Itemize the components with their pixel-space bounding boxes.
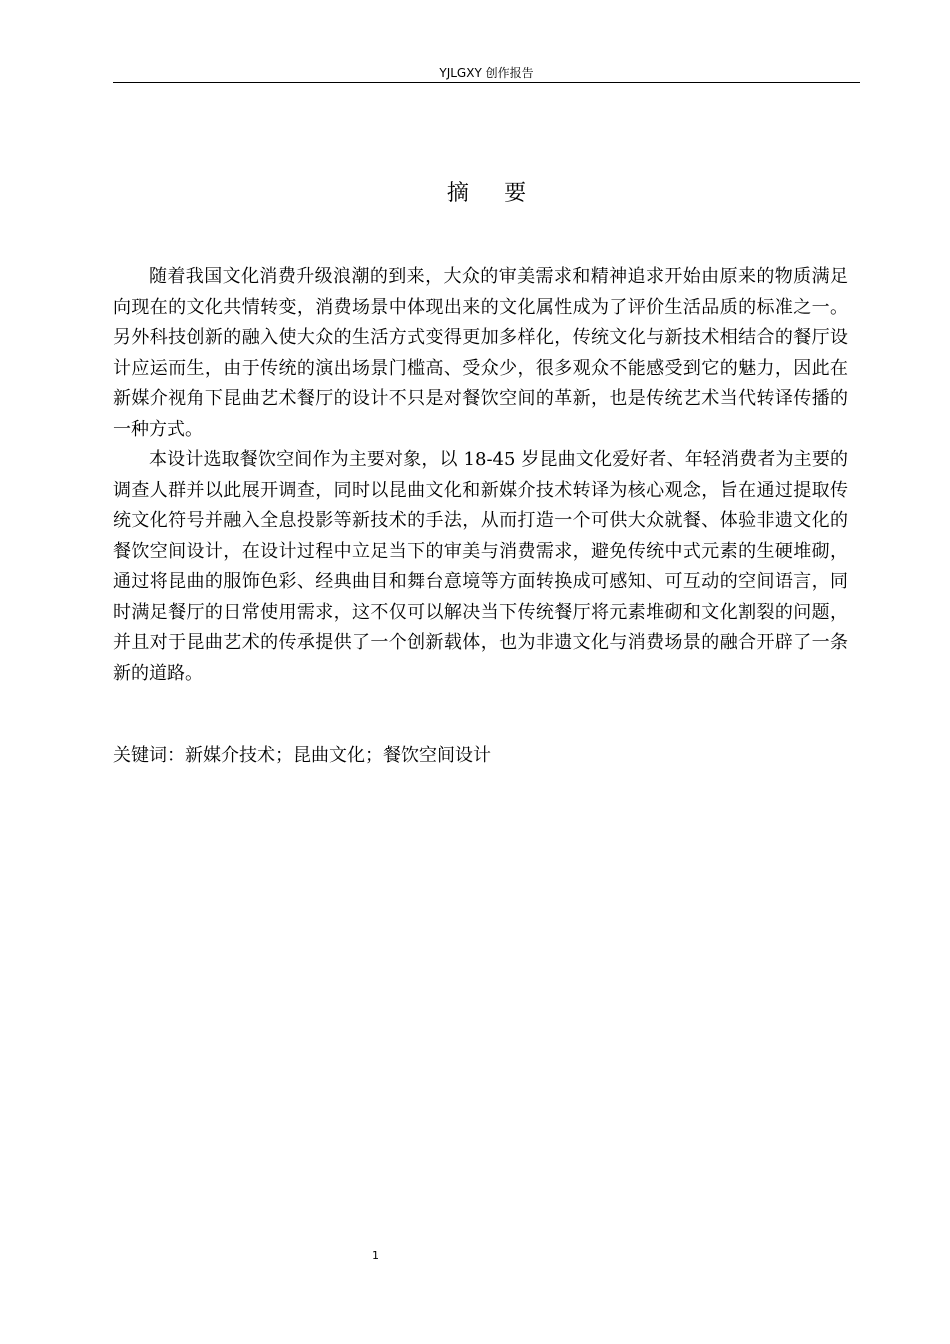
abstract-paragraph-2: 本设计选取餐饮空间作为主要对象，以 18-45 岁昆曲文化爱好者、年轻消费者为主要的调查人群并以此展开调查，同时以昆曲文化和新媒介技术转译为核心观念，旨在通过提取传统文化符号并融入全息投影等新技术的手法，从而打造一个可供大众就餐、体验非遗文化的餐饮空间设计，在设计过程中立足当下的审美与消费需求，避免传统中式元素的生硬堆砌，通过将昆曲的服饰色彩、经典曲目和舞台意境等方面转换成可感知、可互动的空间语言，同时满足餐厅的日常使用需求，这不仅可以解决当下传统餐厅将元素堆砌和文化割裂的问题，并且对于昆曲艺术的传承提供了一个创新载体，也为非遗文化与消费场景的融合开辟了一条新的道路。 xyxy=(113,449,848,684)
keywords-line xyxy=(113,741,848,771)
page-number: 1 xyxy=(372,1249,379,1262)
abstract-paragraph-1: 随着我国文化消费升级浪潮的到来，大众的审美需求和精神追求开始由原来的物质满足向现在的文化共情转变，消费场景中体现出来的文化属性成为了评价生活品质的标准之一。另外科技创新的融入使大众的生活方式变得更加多样化，传统文化与新技术相结合的餐厅设计应运而生，由于传统的演出场景门槛高、受众少，很多观众不能感受到它的魅力，因此在新媒介视角下昆曲艺术餐厅的设计不只是对餐饮空间的革新，也是传统艺术当代转译传播的一种方式。 xyxy=(113,266,848,440)
page-header xyxy=(113,64,860,83)
keywords-value: 新媒介技术；昆曲文化；餐饮空间设计 xyxy=(185,745,491,766)
keywords-label: 关键词： xyxy=(113,745,185,766)
abstract-title: 摘要 xyxy=(446,181,562,206)
header-text: YJLGXY 创作报告 xyxy=(439,66,534,80)
abstract-body xyxy=(113,262,848,689)
